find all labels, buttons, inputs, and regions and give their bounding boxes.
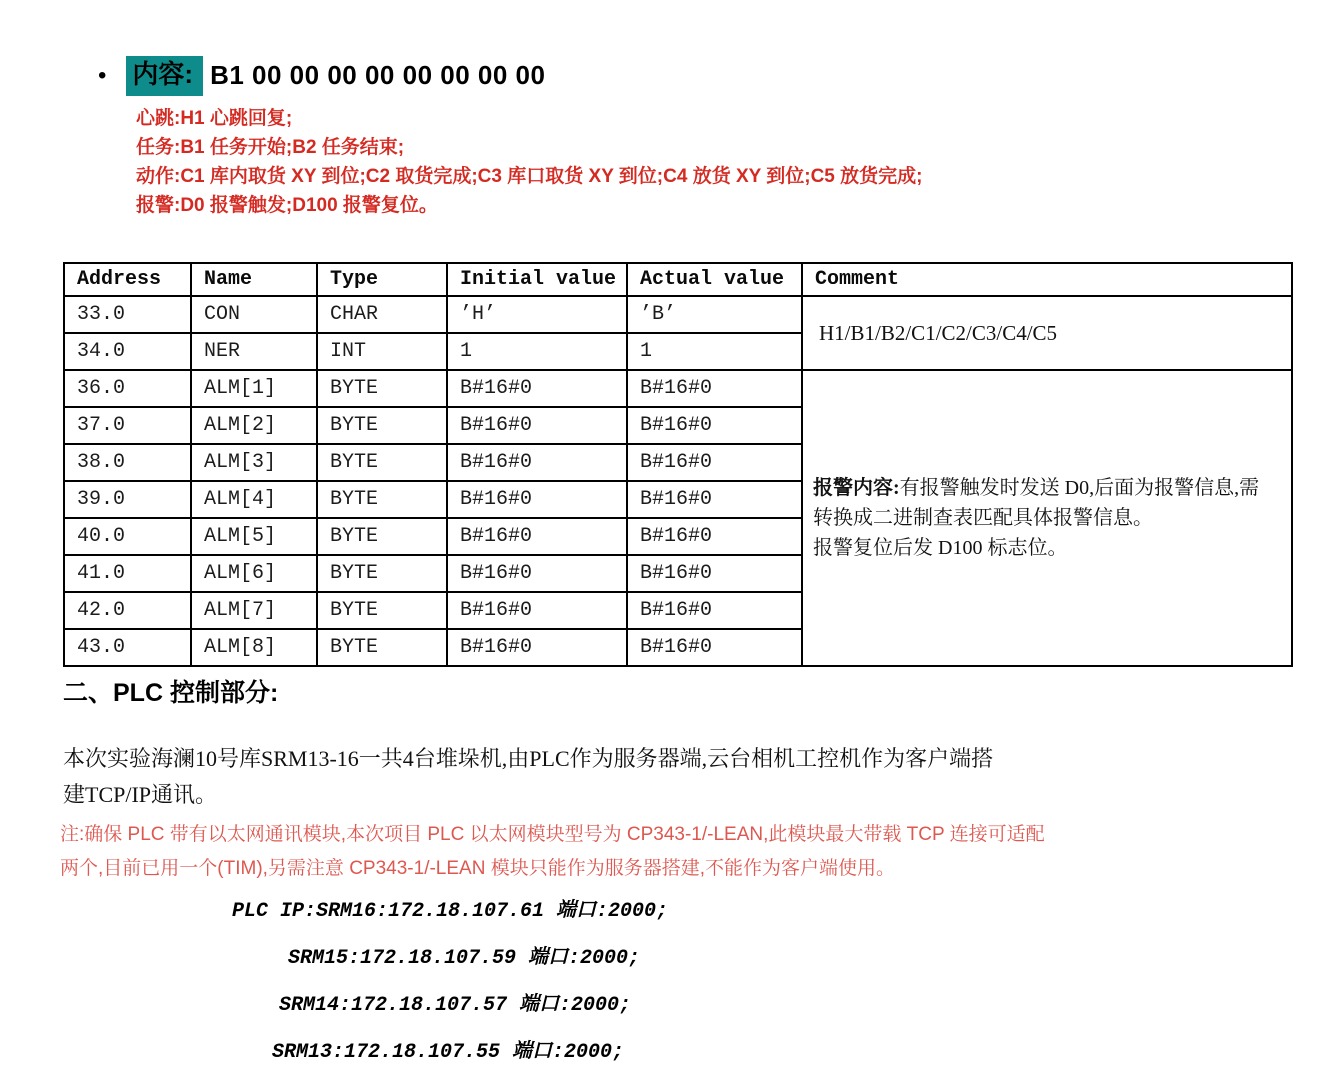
intro-paragraph — [63, 741, 993, 813]
intro-paragraph-line1: 本次实验海澜10号库SRM13-16一共4台堆垛机,由PLC作为服务器端,云台相机工控机作为客户端搭 — [63, 746, 994, 771]
plc-ip-list — [0, 893, 1344, 1083]
alarm-comment-lead: 报警内容: — [813, 477, 900, 499]
cell-initial-value: B#16#0 — [447, 444, 627, 481]
plc-ip-srm13: SRM13:172.18.107.55 端口:2000; — [272, 1041, 625, 1064]
alarm-comment-body: 有报警触发时发送 D0,后面为报警信息,需转换成二进制查表匹配具体报警信息。 — [813, 477, 1260, 529]
content-hex-value: B1 00 00 00 00 00 00 00 00 — [210, 60, 546, 91]
cell-address: 34.0 — [64, 333, 191, 370]
cell-name: ALM[2] — [191, 407, 317, 444]
col-header-name: Name — [191, 263, 317, 296]
cell-address: 40.0 — [64, 518, 191, 555]
cell-address: 43.0 — [64, 629, 191, 666]
section-heading-plc-control: 二、PLC 控制部分: — [63, 679, 279, 707]
cell-initial-value: ’H’ — [447, 296, 627, 333]
plc-variable-table — [63, 262, 1293, 667]
cell-type: CHAR — [317, 296, 447, 333]
cell-name: ALM[3] — [191, 444, 317, 481]
cell-type: BYTE — [317, 444, 447, 481]
cell-name: CON — [191, 296, 317, 333]
col-header-type: Type — [317, 263, 447, 296]
ethernet-module-note — [60, 818, 1045, 886]
cell-initial-value: B#16#0 — [447, 481, 627, 518]
content-label-highlight: 内容: — [126, 56, 203, 96]
cell-address: 36.0 — [64, 370, 191, 407]
content-headline — [98, 56, 545, 96]
cell-type: BYTE — [317, 481, 447, 518]
cell-actual-value: B#16#0 — [627, 518, 802, 555]
cell-actual-value: B#16#0 — [627, 555, 802, 592]
cell-initial-value: B#16#0 — [447, 370, 627, 407]
table-header-row — [64, 263, 1292, 296]
cell-name: ALM[1] — [191, 370, 317, 407]
cell-name: NER — [191, 333, 317, 370]
note-line2: 两个,目前已用一个(TIM),另需注意 CP343-1/-LEAN 模块只能作为服务器搭建,不能作为客户端使用。 — [60, 858, 895, 879]
cell-address: 42.0 — [64, 592, 191, 629]
cell-name: ALM[7] — [191, 592, 317, 629]
cell-initial-value: B#16#0 — [447, 555, 627, 592]
cell-name: ALM[4] — [191, 481, 317, 518]
cell-name: ALM[8] — [191, 629, 317, 666]
cell-initial-value: 1 — [447, 333, 627, 370]
cell-type: BYTE — [317, 555, 447, 592]
cell-type: BYTE — [317, 370, 447, 407]
cell-address: 41.0 — [64, 555, 191, 592]
col-header-comment: Comment — [802, 263, 1292, 296]
alarm-comment-paragraph — [813, 473, 1277, 533]
note-line1: 注:确保 PLC 带有以太网通讯模块,本次项目 PLC 以太网模块型号为 CP343-1/-LEAN,此模块最大带载 TCP 连接可适配 — [60, 824, 1045, 845]
plc-ip-srm14: SRM14:172.18.107.57 端口:2000; — [279, 994, 632, 1017]
cell-initial-value: B#16#0 — [447, 592, 627, 629]
alarm-comment-body2: 报警复位后发 D100 标志位。 — [813, 537, 1068, 559]
bullet-icon: • — [98, 61, 107, 89]
cell-actual-value: ’B’ — [627, 296, 802, 333]
cell-type: BYTE — [317, 629, 447, 666]
cell-actual-value: B#16#0 — [627, 629, 802, 666]
table-row — [64, 296, 1292, 333]
signal-definitions — [136, 104, 922, 220]
cell-type: INT — [317, 333, 447, 370]
cell-name: ALM[5] — [191, 518, 317, 555]
comment-cell-con-ner: H1/B1/B2/C1/C2/C3/C4/C5 — [802, 296, 1292, 370]
cell-name: ALM[6] — [191, 555, 317, 592]
signal-line-heartbeat: 心跳:H1 心跳回复; — [136, 108, 293, 129]
cell-actual-value: B#16#0 — [627, 370, 802, 407]
cell-address: 39.0 — [64, 481, 191, 518]
col-header-initial-value: Initial value — [447, 263, 627, 296]
cell-address: 37.0 — [64, 407, 191, 444]
col-header-address: Address — [64, 263, 191, 296]
table-row — [64, 370, 1292, 407]
cell-initial-value: B#16#0 — [447, 407, 627, 444]
signal-line-task: 任务:B1 任务开始;B2 任务结束; — [136, 137, 405, 158]
cell-type: BYTE — [317, 407, 447, 444]
intro-paragraph-line2: 建TCP/IP通讯。 — [63, 782, 218, 807]
cell-actual-value: B#16#0 — [627, 481, 802, 518]
cell-actual-value: B#16#0 — [627, 444, 802, 481]
cell-initial-value: B#16#0 — [447, 629, 627, 666]
plc-ip-srm15: SRM15:172.18.107.59 端口:2000; — [288, 947, 641, 970]
signal-line-alarm: 报警:D0 报警触发;D100 报警复位。 — [136, 195, 438, 216]
cell-type: BYTE — [317, 592, 447, 629]
cell-address: 33.0 — [64, 296, 191, 333]
cell-address: 38.0 — [64, 444, 191, 481]
cell-actual-value: 1 — [627, 333, 802, 370]
cell-actual-value: B#16#0 — [627, 407, 802, 444]
cell-type: BYTE — [317, 518, 447, 555]
col-header-actual-value: Actual value — [627, 263, 802, 296]
signal-line-action: 动作:C1 库内取货 XY 到位;C2 取货完成;C3 库口取货 XY 到位;C4 放货 XY 到位;C5 放货完成; — [136, 166, 923, 187]
cell-initial-value: B#16#0 — [447, 518, 627, 555]
plc-ip-srm16: PLC IP:SRM16:172.18.107.61 端口:2000; — [232, 900, 669, 923]
cell-actual-value: B#16#0 — [627, 592, 802, 629]
comment-cell-alarm — [802, 370, 1292, 666]
